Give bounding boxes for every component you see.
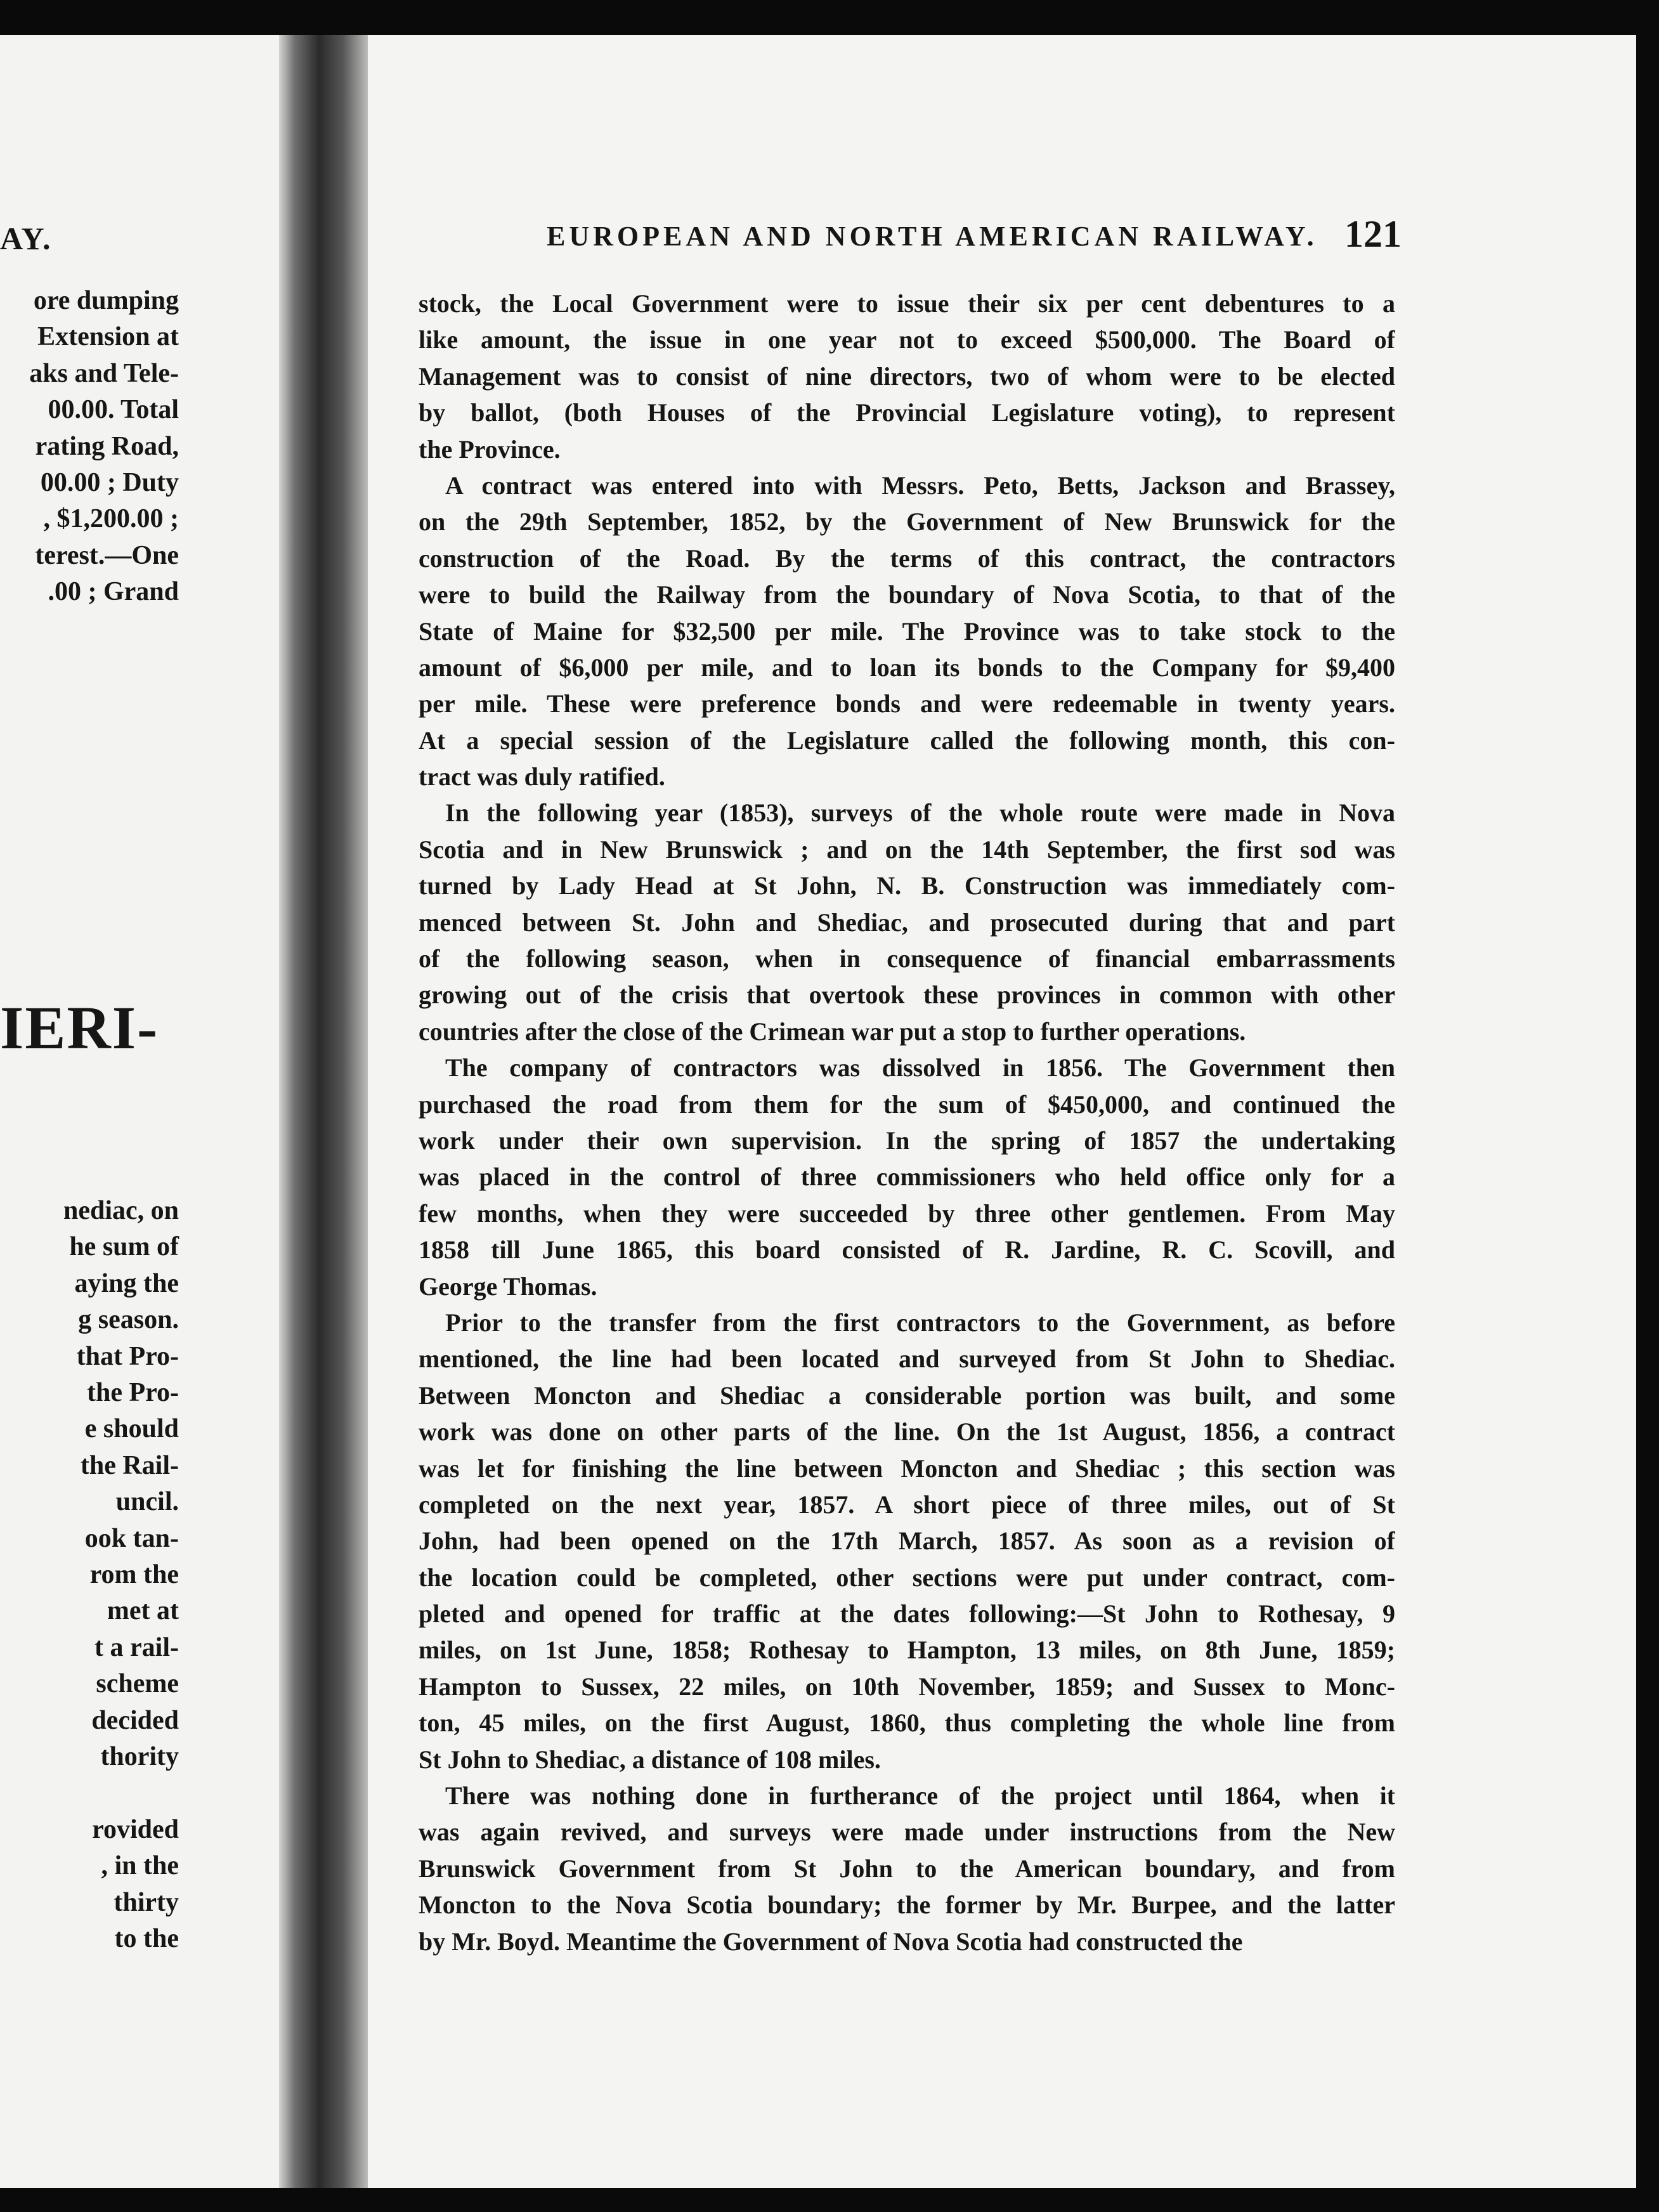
facing-page-line: , $1,200.00 ; [43, 504, 179, 534]
paragraph [419, 795, 1395, 1050]
facing-page-line: aks and Tele- [29, 358, 179, 388]
text-line: Scotia and in New Brunswick ; and on the 14th September, the first sod was [419, 835, 1395, 864]
text-line: by Mr. Boyd. Meantime the Government of Nova Scotia had constructed the [419, 1927, 1243, 1956]
facing-page-line: aying the [74, 1268, 179, 1298]
facing-page-line: ore dumping [33, 286, 179, 315]
text-line: 1858 till June 1865, this board consisted of R. Jardine, R. C. Scovill, and [419, 1235, 1395, 1265]
running-head: EUROPEAN AND NORTH AMERICAN RAILWAY. [547, 221, 1318, 252]
paragraph [419, 1778, 1395, 1960]
text-line: the Province. [419, 434, 561, 464]
text-line: Brunswick Government from St John to the American boundary, and from [419, 1854, 1395, 1883]
facing-page-line: terest.—One [35, 540, 179, 570]
facing-page-line: nediac, on [63, 1196, 179, 1225]
text-line: countries after the close of the Crimean war put a stop to further operations. [419, 1017, 1246, 1046]
text-line: George Thomas. [419, 1272, 597, 1301]
text-line: like amount, the issue in one year not to exceed $500,000. The Board of [419, 325, 1395, 355]
paragraph [419, 285, 1395, 467]
facing-page-line: scheme [96, 1669, 179, 1699]
paragraph [419, 1304, 1395, 1778]
facing-page-line: 00.00. Total [48, 395, 179, 425]
text-line: amount of $6,000 per mile, and to loan its bonds to the Company for $9,400 [419, 653, 1395, 682]
facing-page-line: decided [91, 1705, 179, 1735]
text-line: was again revived, and surveys were made under instructions from the New [419, 1818, 1395, 1847]
text-line: At a special session of the Legislature called the following month, this con- [419, 725, 1395, 755]
facing-page-line: the Rail- [80, 1450, 179, 1480]
facing-page-line: thirty [114, 1887, 179, 1917]
text-line: Moncton to the Nova Scotia boundary; the former by Mr. Burpee, and the latter [419, 1890, 1395, 1920]
facing-page-line: ook tan- [84, 1523, 179, 1553]
text-line: In the following year (1853), surveys of the whole route were made in Nova [445, 798, 1395, 828]
facing-page-line: met at [107, 1596, 179, 1626]
paragraph [419, 1050, 1395, 1304]
text-line: was placed in the control of three commissioners who held office only for a [419, 1162, 1395, 1192]
facing-page-line: that Pro- [76, 1341, 179, 1371]
text-line: menced between St. John and Shediac, and prosecuted during that and part [419, 908, 1395, 937]
text-line: stock, the Local Government were to issue their six per cent debentures to a [419, 289, 1395, 318]
text-line: completed on the next year, 1857. A short piece of three miles, out of St [419, 1490, 1395, 1519]
text-line: construction of the Road. By the terms of this contract, the contractors [419, 543, 1395, 573]
facing-page-line: rating Road, [35, 431, 179, 461]
text-line: growing out of the crisis that overtook these provinces in common with other [419, 980, 1395, 1010]
facing-page-line: rom the [89, 1560, 179, 1589]
text-line: tract was duly ratified. [419, 762, 665, 791]
text-line: few months, when they were succeeded by three other gentlemen. From May [419, 1199, 1395, 1228]
facing-page-line: Extension at [37, 322, 179, 352]
text-line: The company of contractors was dissolved in 1856. The Government then [445, 1053, 1395, 1083]
text-line: Hampton to Sussex, 22 miles, on 10th November, 1859; and Sussex to Monc- [419, 1672, 1395, 1701]
text-line: Prior to the transfer from the first contractors to the Government, as before [445, 1308, 1395, 1337]
facing-page-fragment [0, 35, 279, 2188]
book-page [368, 35, 1636, 2188]
facing-page-line: .00 ; Grand [48, 577, 179, 607]
facing-page-heading-fragment: IERI- [0, 994, 159, 1062]
text-line: was let for finishing the line between Moncton and Shediac ; this section was [419, 1454, 1395, 1483]
text-line: work was done on other parts of the line. On the 1st August, 1856, a contract [419, 1417, 1395, 1447]
text-line: of the following season, when in consequence of financial embarrassments [419, 944, 1395, 973]
facing-page-line: he sum of [69, 1232, 179, 1262]
facing-page-line: rovided [92, 1814, 179, 1844]
text-line: per mile. These were preference bonds and were redeemable in twenty years. [419, 689, 1395, 719]
text-line: Management was to consist of nine directors, two of whom were to be elected [419, 361, 1395, 391]
facing-page-line: to the [114, 1924, 179, 1953]
text-line: St John to Shediac, a distance of 108 miles. [419, 1745, 881, 1774]
text-line: the location could be completed, other sections were put under contract, com- [419, 1563, 1395, 1592]
text-line: work under their own supervision. In the spring of 1857 the undertaking [419, 1126, 1395, 1155]
text-line: turned by Lady Head at St John, N. B. Construction was immediately com- [419, 871, 1395, 901]
text-line: There was nothing done in furtherance of the project until 1864, when it [445, 1781, 1395, 1811]
text-line: miles, on 1st June, 1858; Rothesay to Hampton, 13 miles, on 8th June, 1859; [419, 1636, 1395, 1665]
text-line: on the 29th September, 1852, by the Government of New Brunswick for the [419, 507, 1395, 537]
paragraph [419, 467, 1395, 795]
facing-page-line: e should [84, 1414, 179, 1444]
text-line: A contract was entered into with Messrs. Peto, Betts, Jackson and Brassey, [445, 471, 1395, 500]
facing-page-line: , in the [101, 1851, 179, 1881]
body-text [419, 285, 1395, 1960]
text-line: Between Moncton and Shediac a considerable portion was built, and some [419, 1381, 1395, 1410]
facing-page-line: uncil. [115, 1487, 179, 1517]
text-line: by ballot, (both Houses of the Provincial Legislature voting), to represent [419, 398, 1395, 427]
facing-page-line: 00.00 ; Duty [40, 468, 179, 497]
facing-page-line: g season. [78, 1305, 179, 1335]
page-number: 121 [1344, 213, 1402, 255]
facing-page-running-head: AY. [0, 221, 52, 256]
facing-page-line: the Pro- [86, 1378, 179, 1407]
facing-page-line: thority [100, 1742, 179, 1771]
facing-page-line: t a rail- [94, 1632, 179, 1662]
text-line: State of Maine for $32,500 per mile. The Province was to take stock to the [419, 616, 1395, 646]
text-line: John, had been opened on the 17th March, 1857. As soon as a revision of [419, 1526, 1395, 1556]
text-line: were to build the Railway from the boundary of Nova Scotia, to that of the [419, 580, 1395, 609]
text-line: ton, 45 miles, on the first August, 1860, thus completing the whole line from [419, 1708, 1395, 1738]
book-gutter-shadow [279, 35, 368, 2188]
text-line: purchased the road from them for the sum of $450,000, and continued the [419, 1090, 1395, 1119]
text-line: pleted and opened for traffic at the dates following:—St John to Rothesay, 9 [419, 1599, 1395, 1629]
text-line: mentioned, the line had been located and surveyed from St John to Shediac. [419, 1344, 1395, 1374]
